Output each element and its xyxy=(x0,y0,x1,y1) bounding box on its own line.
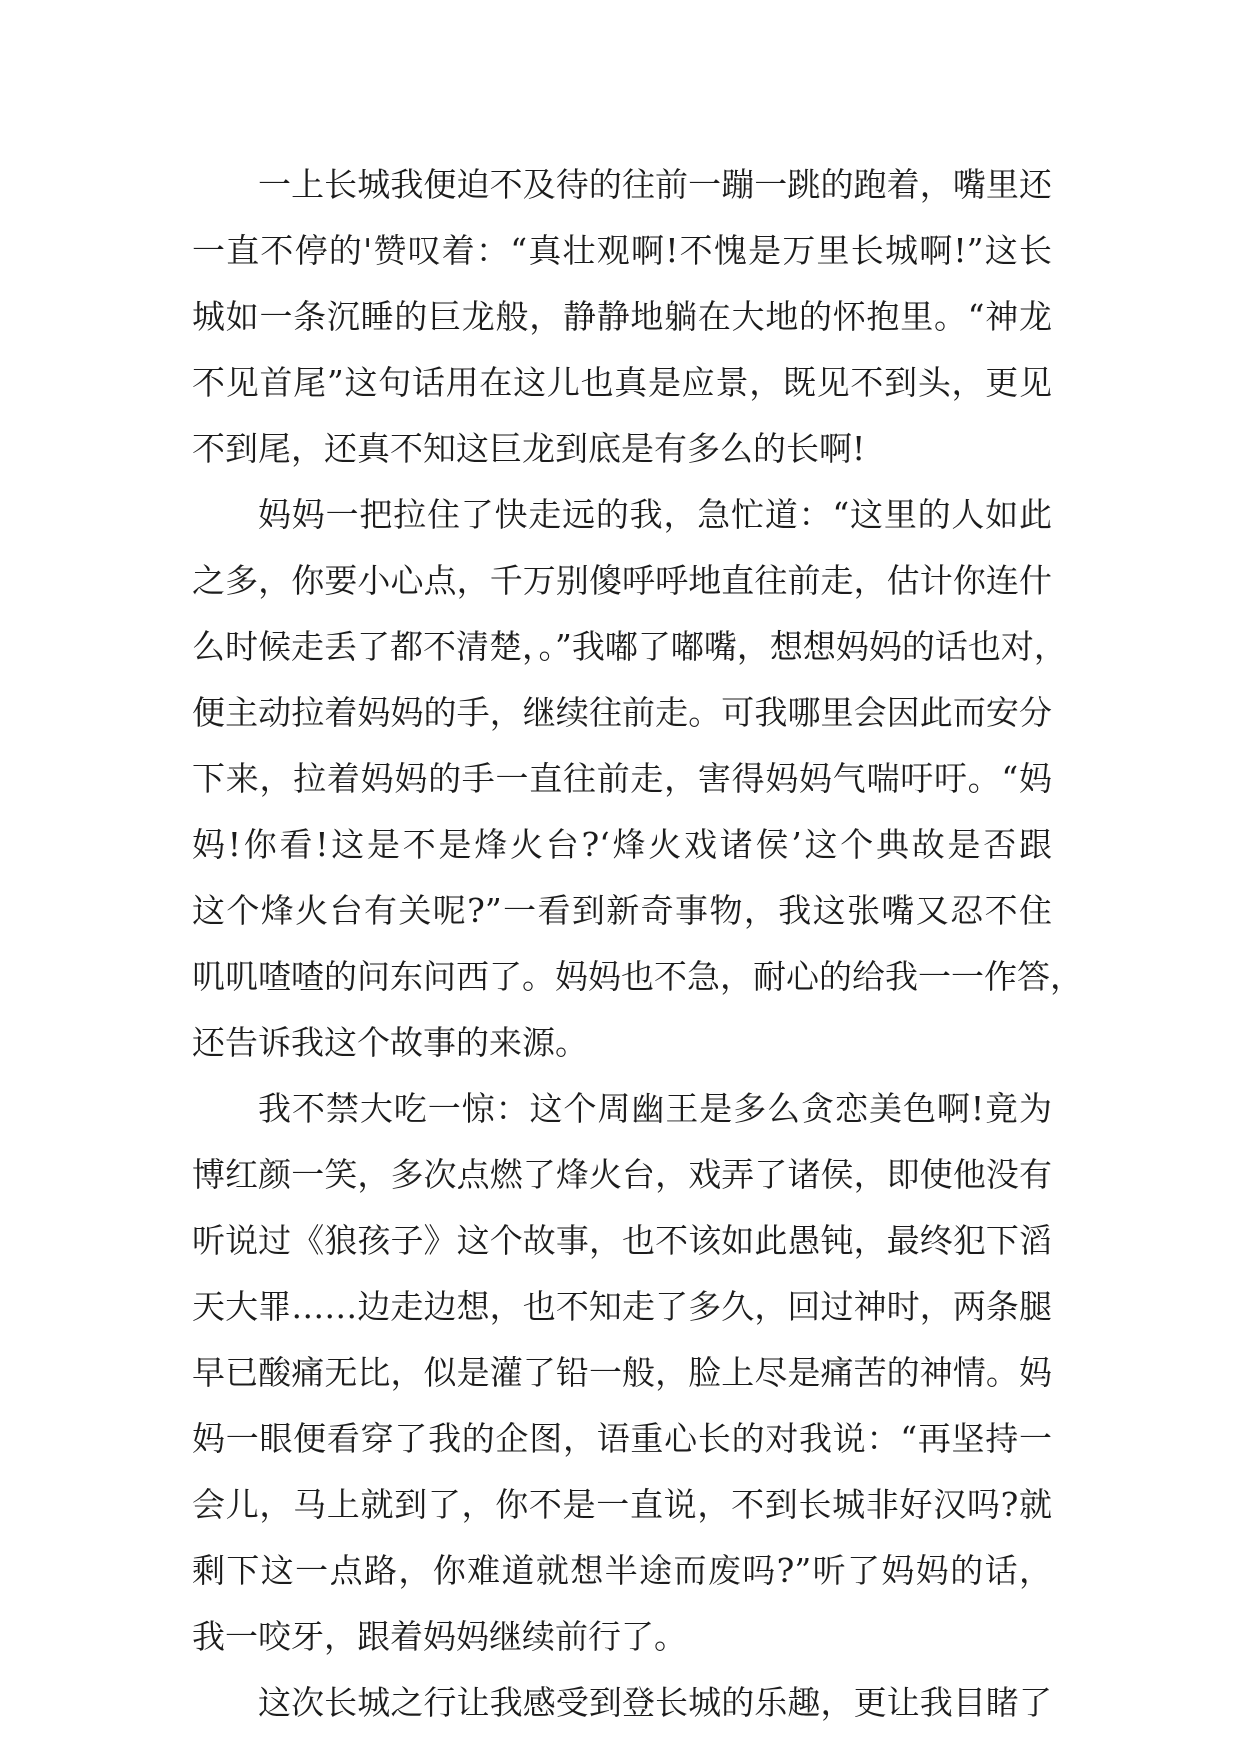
text-line: 妈一眼便看穿了我的企图，语重心长的对我说：“再坚持一 xyxy=(192,1419,1052,1458)
text-line: 妈!你看!这是不是烽火台?‘烽火戏诸侯’这个典故是否跟 xyxy=(192,825,1052,864)
text-line: 我一咬牙，跟着妈妈继续前行了。 xyxy=(192,1617,687,1656)
text-line: 还告诉我这个故事的来源。 xyxy=(192,1023,588,1062)
text-line: 博红颜一笑，多次点燃了烽火台，戏弄了诸侯，即使他没有 xyxy=(192,1155,1052,1194)
text-line: 城如一条沉睡的巨龙般，静静地躺在大地的怀抱里。“神龙 xyxy=(192,297,1052,336)
text-line: 一上长城我便迫不及待的往前一蹦一跳的跑着，嘴里还 xyxy=(258,165,1052,204)
document-body xyxy=(192,152,1083,1736)
paragraph-3 xyxy=(192,1076,1052,1670)
text-line: 不到尾，还真不知这巨龙到底是有多么的长啊! xyxy=(192,429,866,468)
text-line: 会儿，马上就到了，你不是一直说，不到长城非好汉吗?就 xyxy=(192,1485,1052,1524)
text-line: 不见首尾”这句话用在这儿也真是应景，既见不到头，更见 xyxy=(192,363,1052,402)
paragraph-2 xyxy=(192,482,1083,1076)
text-line: 这次长城之行让我感受到登长城的乐趣，更让我目睹了 xyxy=(258,1683,1052,1722)
text-line: 么时候走丢了都不清楚，。”我嘟了嘟嘴，想想妈妈的话也对， xyxy=(192,627,1067,666)
text-line: 剩下这一点路，你难道就想半途而废吗?”听了妈妈的话， xyxy=(192,1551,1052,1590)
text-line: 一直不停的'赞叹着：“真壮观啊!不愧是万里长城啊!”这长 xyxy=(192,231,1052,270)
text-line: 之多，你要小心点，千万别傻呼呼地直往前走，估计你连什 xyxy=(192,561,1052,600)
text-line: 早已酸痛无比，似是灌了铅一般，脸上尽是痛苦的神情。妈 xyxy=(192,1353,1052,1392)
text-line: 便主动拉着妈妈的手，继续往前走。可我哪里会因此而安分 xyxy=(192,693,1052,732)
text-line: 这个烽火台有关呢?”一看到新奇事物，我这张嘴又忍不住 xyxy=(192,891,1052,930)
text-line: 叽叽喳喳的问东问西了。妈妈也不急，耐心的给我一一作答， xyxy=(192,957,1083,996)
text-line: 听说过《狼孩子》这个故事，也不该如此愚钝，最终犯下滔 xyxy=(192,1221,1052,1260)
text-line: 我不禁大吃一惊：这个周幽王是多么贪恋美色啊!竟为 xyxy=(258,1089,1052,1128)
paragraph-1 xyxy=(192,152,1052,482)
text-line: 妈妈一把拉住了快走远的我，急忙道：“这里的人如此 xyxy=(258,495,1052,534)
text-line: 天大罪……边走边想，也不知走了多久，回过神时，两条腿 xyxy=(192,1287,1052,1326)
text-line: 下来，拉着妈妈的手一直往前走，害得妈妈气喘吁吁。“妈 xyxy=(192,759,1052,798)
paragraph-4 xyxy=(192,1670,1052,1736)
